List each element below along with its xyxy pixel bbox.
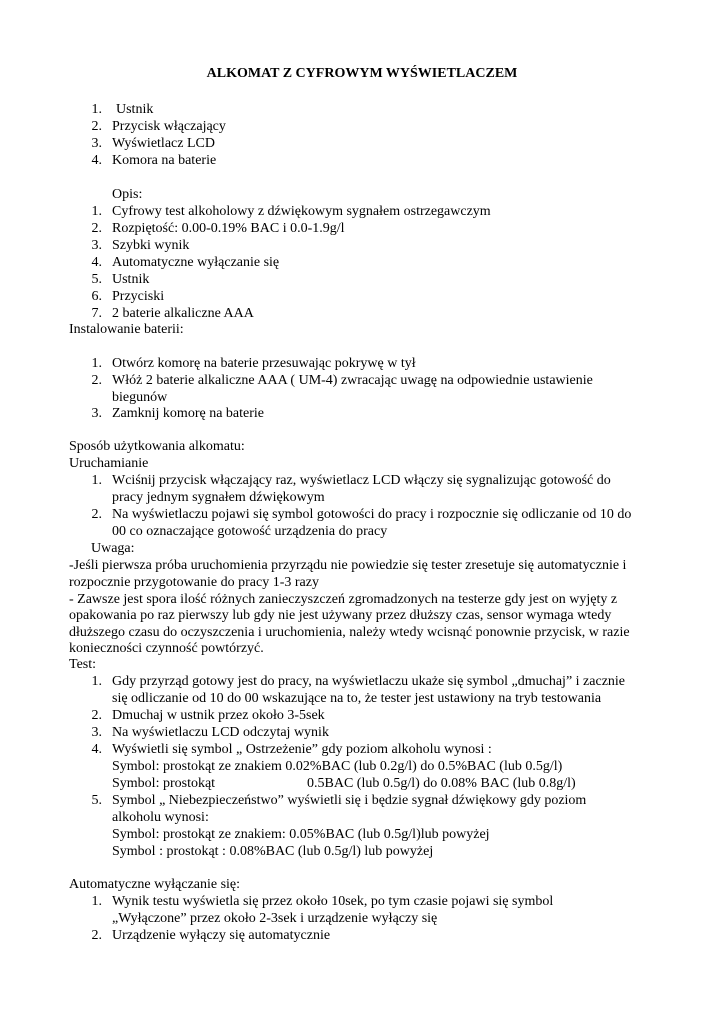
- section-heading: Opis:: [112, 187, 143, 202]
- list-item-continuation: Symbol: prostokąt ze znakiem 0.02%BAC (lub 0.2g/l) do 0.5%BAC (lub 0.5g/l): [112, 759, 563, 774]
- list-item: Automatyczne wyłączanie się: [112, 255, 280, 270]
- list-number: 6.: [91, 289, 102, 304]
- list-item-continuation: alkoholu wynosi:: [112, 810, 209, 825]
- list-number: 1.: [91, 894, 102, 909]
- list-item: Na wyświetlaczu LCD odczytaj wynik: [112, 725, 329, 740]
- list-item-continuation: pracy jednym sygnałem dźwiękowym: [112, 490, 325, 505]
- section-heading: Automatyczne wyłączanie się:: [69, 877, 241, 892]
- list-item: Wyświetlacz LCD: [112, 136, 215, 151]
- subsection-heading: Uruchamianie: [69, 456, 149, 471]
- list-item: Ustnik: [116, 102, 154, 117]
- list-number: 4.: [91, 742, 102, 757]
- list-item: Rozpiętość: 0.00-0.19% BAC i 0.0-1.9g/l: [112, 221, 345, 236]
- section-heading: Instalowanie baterii:: [69, 322, 184, 337]
- list-number: 7.: [91, 306, 102, 321]
- list-item: Włóż 2 baterie alkaliczne AAA ( UM-4) zwracając uwagę na odpowiednie ustawienie: [112, 373, 593, 388]
- list-item: Komora na baterie: [112, 153, 217, 168]
- list-item: Symbol „ Niebezpieczeństwo” wyświetli się i będzie sygnał dźwiękowy gdy poziom: [112, 793, 587, 808]
- paragraph-line: opakowania po raz pierwszy lub gdy nie jest używany przez dłuższy czas, sensor wymaga wtedy: [69, 608, 612, 623]
- paragraph-line: dłuższego czasu do oczyszczenia i uruchomienia, należy wtedy wcisnąć ponownie przycisk, w razie: [69, 625, 630, 640]
- list-number: 3.: [91, 136, 102, 151]
- list-number: 2.: [91, 119, 102, 134]
- list-item: Otwórz komorę na baterie przesuwając pokrywę w tył: [112, 356, 416, 371]
- paragraph-line: - Zawsze jest spora ilość różnych zanieczyszczeń zgromadzonych na testerze gdy jest on wyjęty z: [69, 592, 618, 607]
- list-number: 3.: [91, 406, 102, 421]
- paragraph-line: konieczności czynność powtórzyć.: [69, 641, 264, 656]
- subsection-heading: Uwaga:: [91, 541, 135, 556]
- list-number: 5.: [91, 272, 102, 287]
- list-number: 2.: [91, 507, 102, 522]
- list-item-continuation: Symbol : prostokąt : 0.08%BAC (lub 0.5g/l) lub powyżej: [112, 844, 434, 859]
- list-item: Szybki wynik: [112, 238, 190, 253]
- list-item: Na wyświetlaczu pojawi się symbol gotowości do pracy i rozpocznie się odliczanie od 10 do: [112, 507, 632, 522]
- subsection-heading: Test:: [69, 657, 97, 672]
- list-item: Urządzenie wyłączy się automatycznie: [112, 928, 331, 943]
- list-item-continuation: „Wyłączone” przez około 2-3sek i urządzenie wyłączy się: [112, 911, 438, 926]
- list-item: Zamknij komorę na baterie: [112, 406, 264, 421]
- list-item: Przyciski: [112, 289, 165, 304]
- list-item-continuation: biegunów: [112, 390, 168, 405]
- list-item: 2 baterie alkaliczne AAA: [112, 306, 254, 321]
- paragraph-line: rozpocznie przygotowanie do pracy 1-3 razy: [69, 575, 319, 590]
- list-item-continuation: Symbol: prostokąt ze znakiem: 0.05%BAC (lub 0.5g/l)lub powyżej: [112, 827, 490, 842]
- list-number: 3.: [91, 725, 102, 740]
- list-item: Przycisk włączający: [112, 119, 226, 134]
- list-item: Ustnik: [112, 272, 150, 287]
- list-number: 4.: [91, 153, 102, 168]
- list-item-continuation: 0.5BAC (lub 0.5g/l) do 0.08% BAC (lub 0.8g/l): [307, 776, 576, 791]
- list-item: Gdy przyrząd gotowy jest do pracy, na wyświetlaczu ukaże się symbol „dmuchaj” i zacznie: [112, 674, 626, 689]
- list-number: 3.: [91, 238, 102, 253]
- paragraph-line: -Jeśli pierwsza próba uruchomienia przyrządu nie powiedzie się tester zresetuje się automatycznie i: [69, 558, 627, 573]
- list-number: 1.: [91, 674, 102, 689]
- list-number: 1.: [91, 204, 102, 219]
- list-number: 1.: [91, 102, 102, 117]
- list-item: Cyfrowy test alkoholowy z dźwiękowym sygnałem ostrzegawczym: [112, 204, 491, 219]
- list-number: 1.: [91, 356, 102, 371]
- list-number: 2.: [91, 708, 102, 723]
- list-number: 2.: [91, 373, 102, 388]
- page-title: ALKOMAT Z CYFROWYM WYŚWIETLACZEM: [206, 66, 518, 81]
- list-number: 5.: [91, 793, 102, 808]
- list-item: Wyświetli się symbol „ Ostrzeżenie” gdy poziom alkoholu wynosi :: [112, 742, 492, 757]
- list-number: 1.: [91, 473, 102, 488]
- list-item-continuation: Symbol: prostokąt: [112, 776, 216, 791]
- list-item: Wynik testu wyświetla się przez około 10sek, po tym czasie pojawi się symbol: [112, 894, 554, 909]
- list-number: 2.: [91, 928, 102, 943]
- list-item-continuation: się odliczanie od 10 do 00 wskazujące na to, że tester jest ustawiony na tryb testowania: [112, 691, 602, 706]
- list-item: Wciśnij przycisk włączający raz, wyświetlacz LCD włączy się sygnalizując gotowość do: [112, 473, 611, 488]
- list-item-continuation: 00 co oznaczające gotowość urządzenia do pracy: [112, 524, 388, 539]
- list-number: 4.: [91, 255, 102, 270]
- list-item: Dmuchaj w ustnik przez około 3-5sek: [112, 708, 325, 723]
- section-heading: Sposób użytkowania alkomatu:: [69, 439, 245, 454]
- list-number: 2.: [91, 221, 102, 236]
